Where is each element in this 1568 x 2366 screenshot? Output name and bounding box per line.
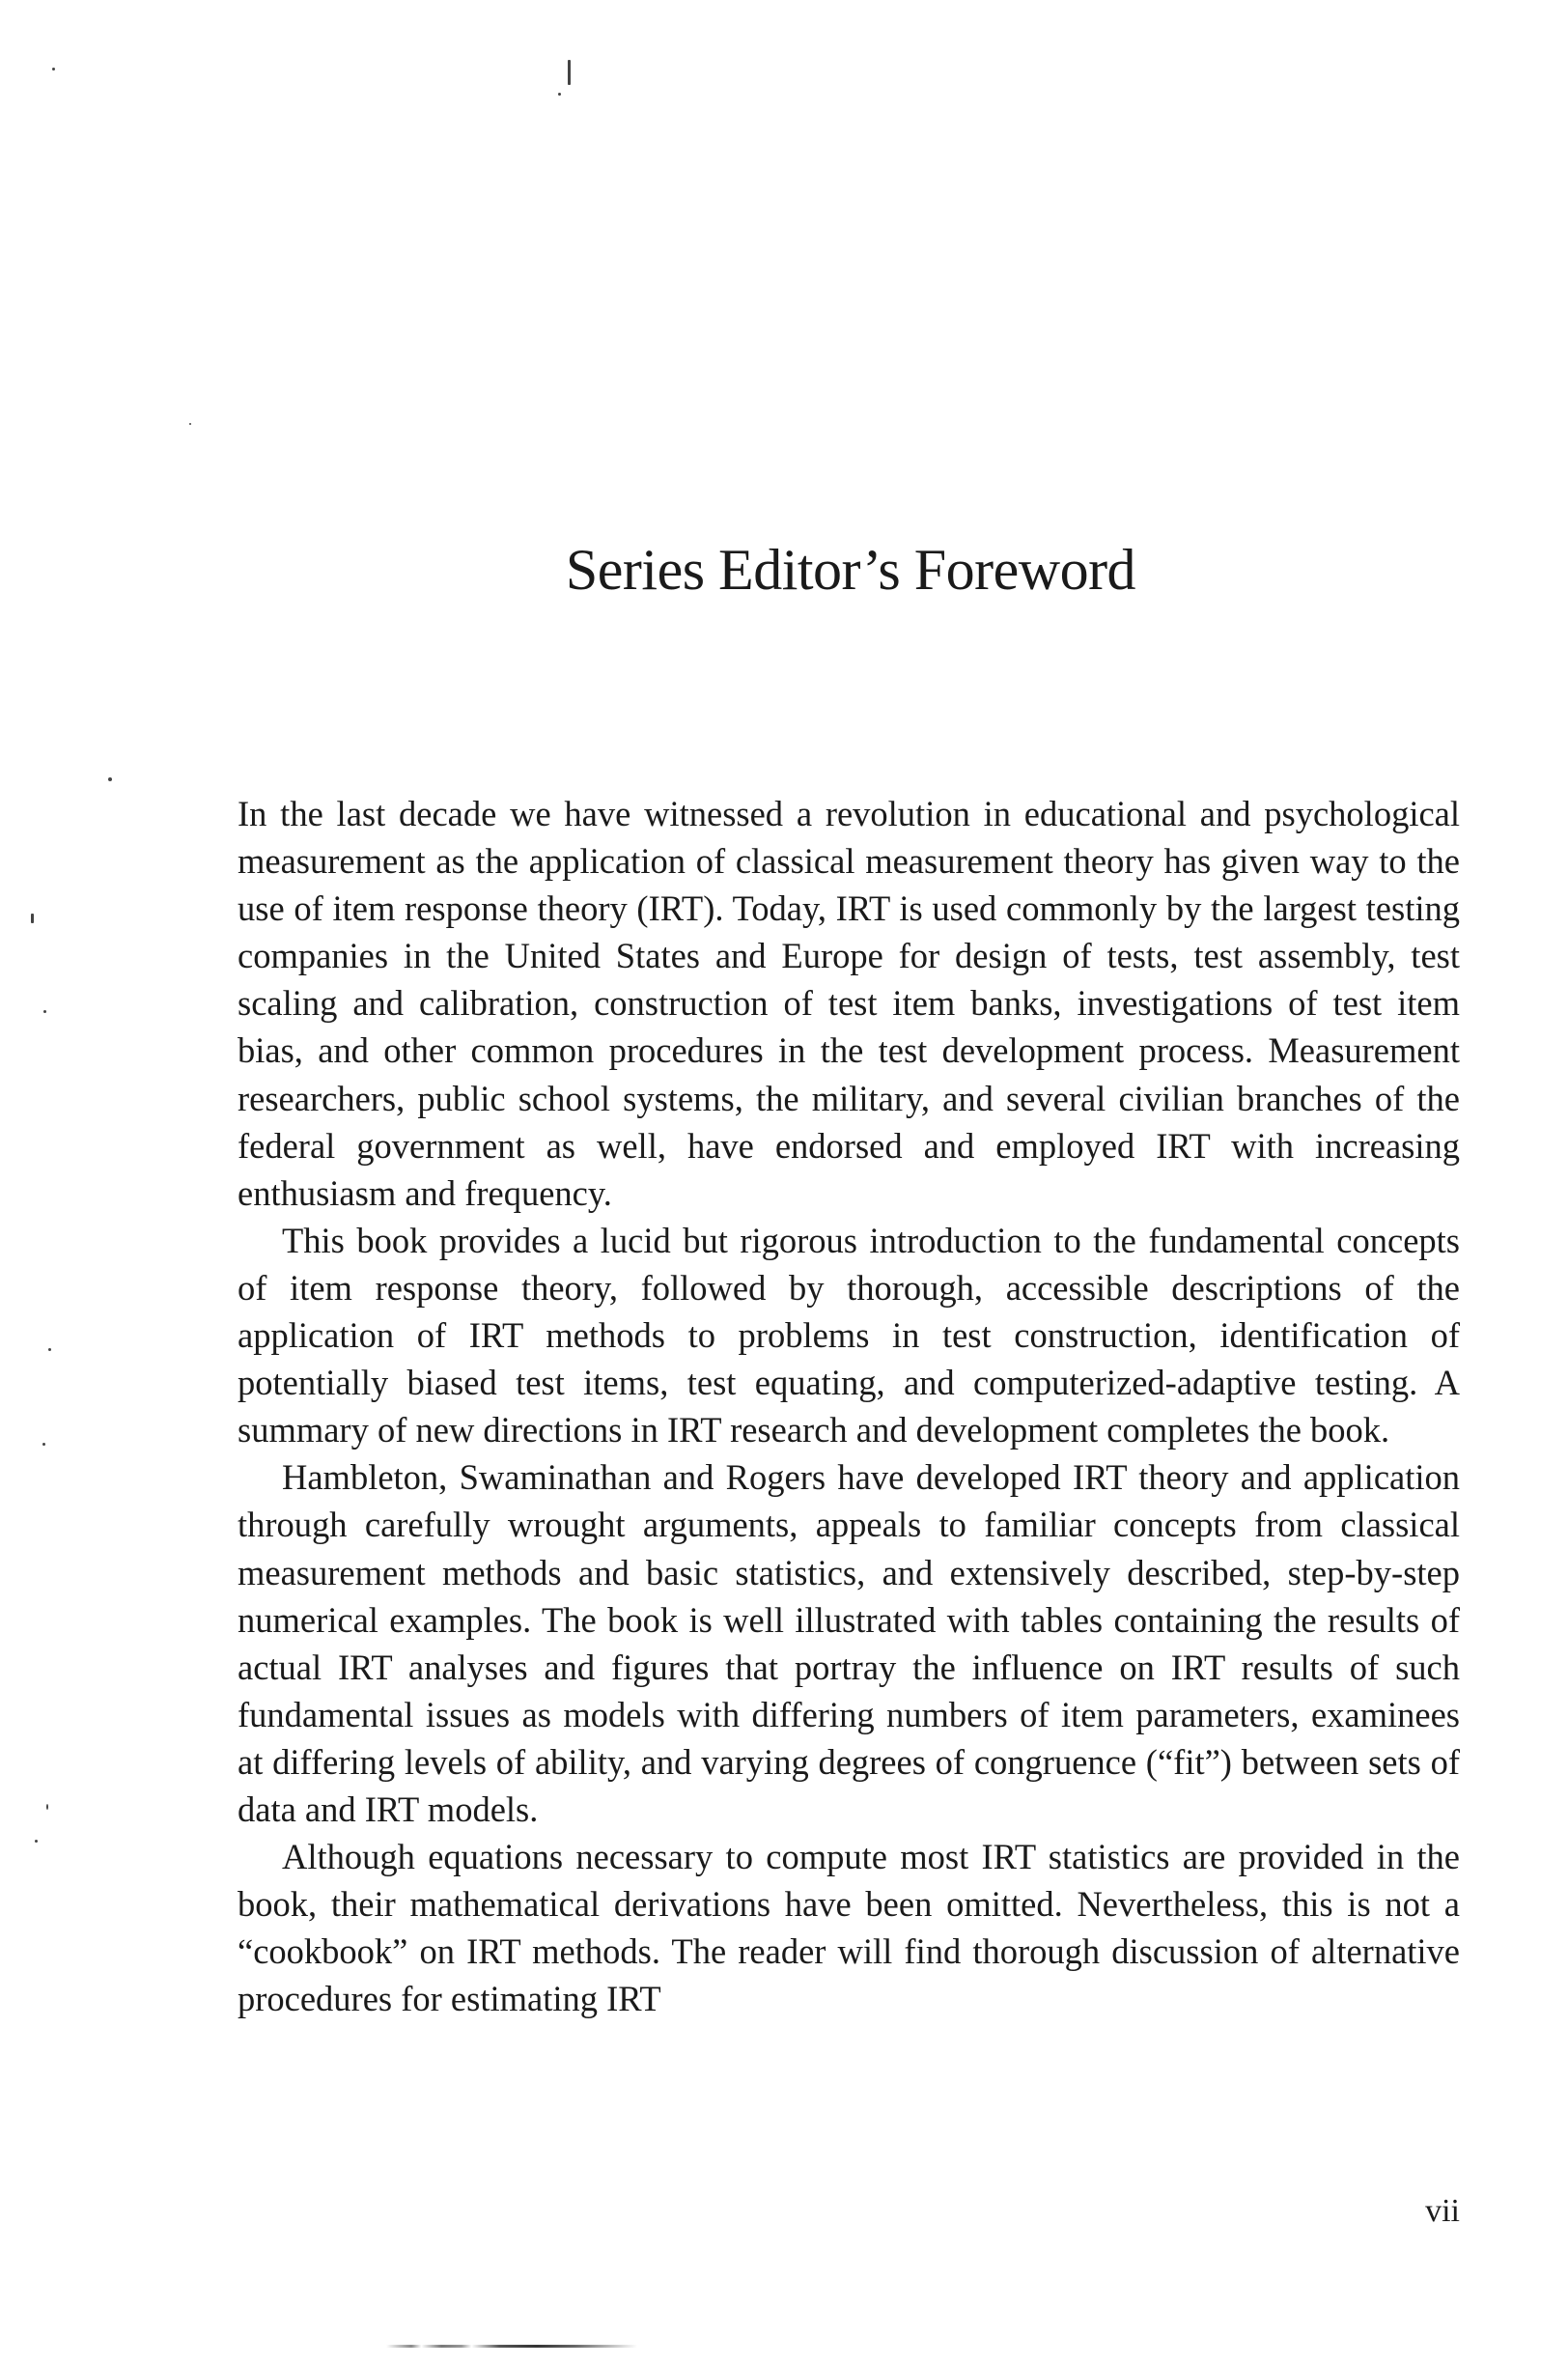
paragraph: In the last decade we have witnessed a revolution in educational and psychological measurement as the application of classical measurement theory has given way to the use of item response theory (IRT). Today, IRT is used commonly by the largest testing companies in the United States and Europe for design of tests, test assembly, test scaling and calibration, construction of test item banks, investigations of test item bias, and other common procedures in the test development process. Measurement researchers, public school systems, the military, and several civilian branches of the federal government as well, have endorsed and employed IRT with increasing enthusiasm and frequency. — [238, 794, 1460, 1213]
paragraph: This book provides a lucid but rigorous introduction to the fundamental concepts of item response theory, followed by thorough, accessible descriptions of the application of IRT methods to problems in test construction, identification of potentially biased test items, test equating, and computerized-adaptive testing. A summary of new directions in IRT research and development completes the book. — [238, 1220, 1460, 1451]
scan-speck — [46, 1804, 48, 1810]
scan-speck — [558, 93, 561, 96]
page-title: Series Editor’s Foreword — [565, 538, 1136, 602]
paragraph: Although equations necessary to compute most IRT statistics are provided in the book, their mathematical derivations have been omitted. Nevertheless, this is not a “cookbook” on IRT methods. The reader will find thorough discussion of alternative procedures for estimating IRT — [238, 1837, 1460, 2019]
foreword-body — [238, 790, 1460, 2022]
paragraph: Hambleton, Swaminathan and Rogers have developed IRT theory and application through carefully wrought arguments, appeals to familiar concepts from classical measurement methods and basic statistics, and extensively described, step-by-step numerical examples. The book is well illustrated with tables containing the results of actual IRT analyses and figures that portray the influence on IRT results of such fundamental issues as models with differing numbers of item parameters, examinees at differing levels of ability, and varying degrees of congruence (“fit”) between sets of data and IRT models. — [238, 1457, 1460, 1829]
scan-speck — [108, 777, 112, 781]
scan-speck — [189, 423, 191, 425]
page-number: vii — [1425, 2193, 1460, 2229]
scan-speck — [568, 60, 571, 85]
scan-speck — [43, 1010, 46, 1013]
scan-speck — [52, 68, 55, 70]
scan-speck — [35, 1840, 38, 1843]
scan-speck — [31, 914, 34, 923]
scan-edge-artifact — [386, 2345, 637, 2348]
scan-speck — [48, 1348, 51, 1351]
scan-speck — [42, 1443, 45, 1446]
